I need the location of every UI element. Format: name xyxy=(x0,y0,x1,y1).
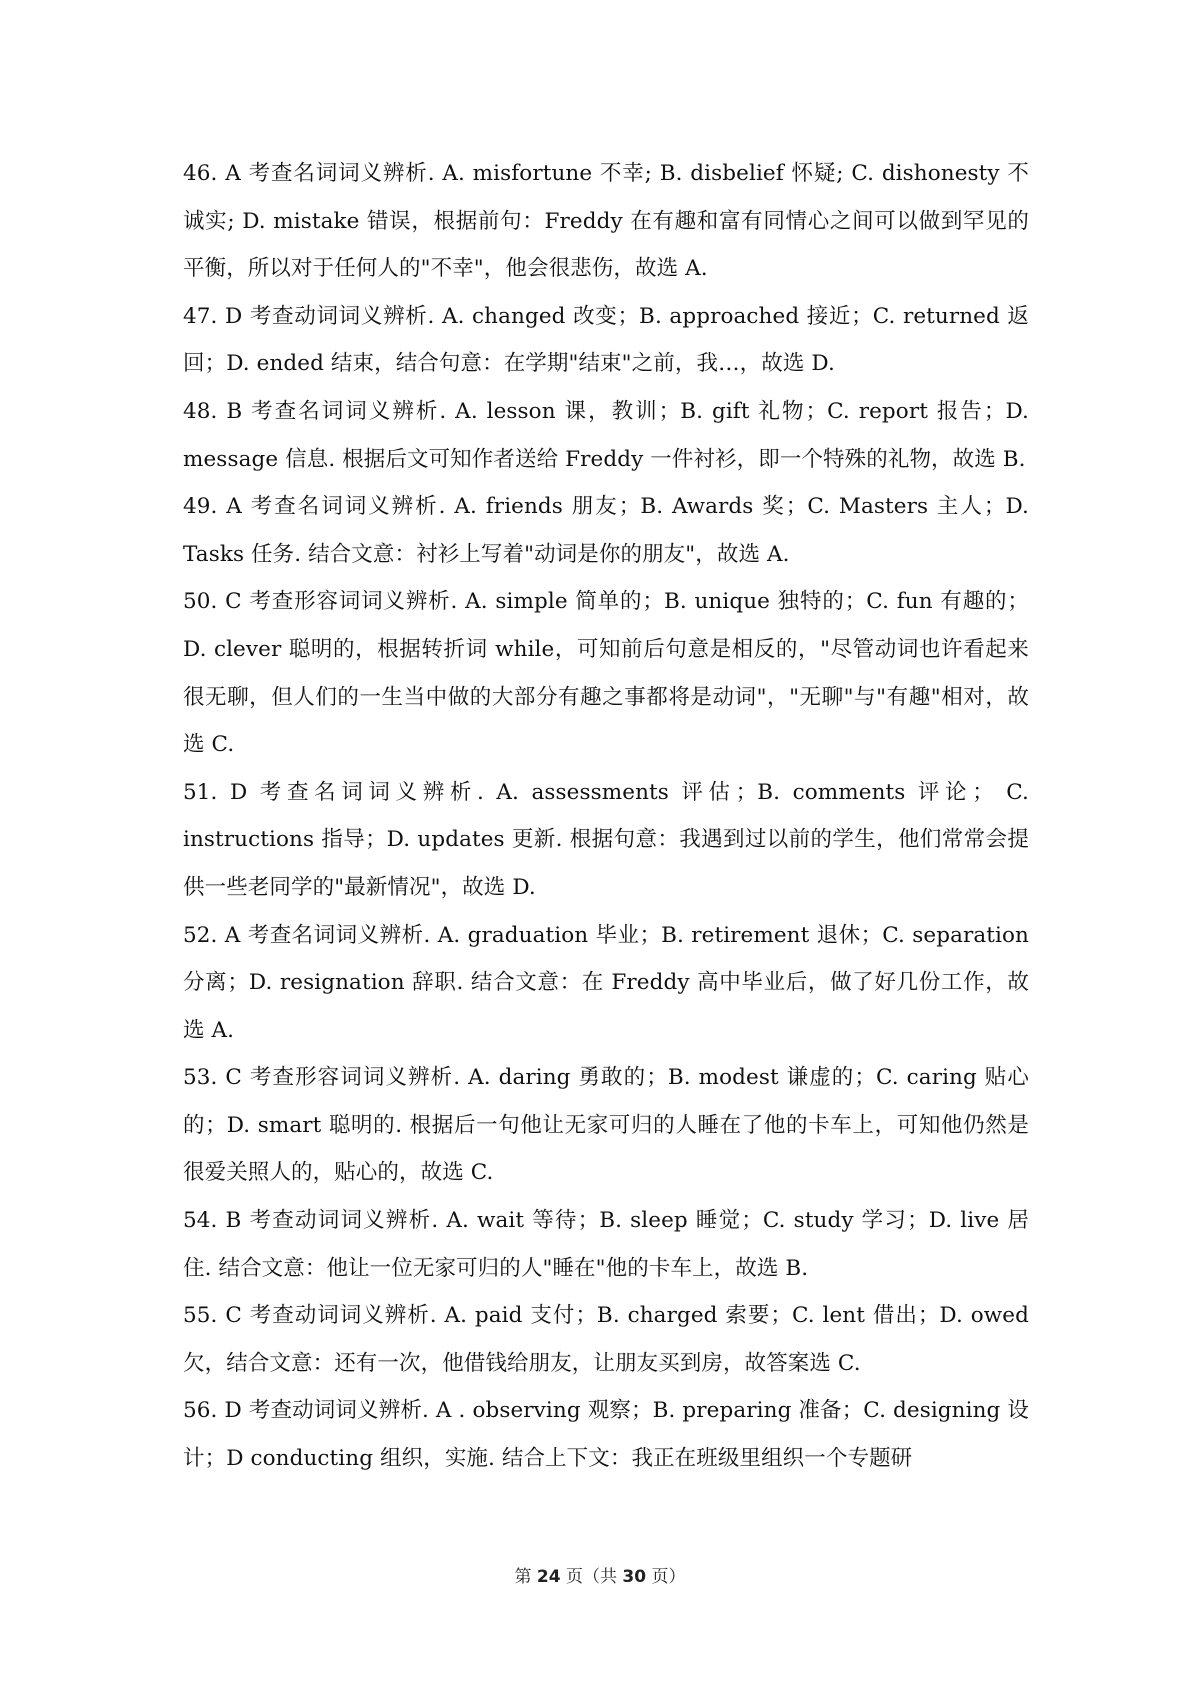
footer-prefix: 第 xyxy=(514,1567,532,1587)
answer-53: 53. C 考查形容词词义辨析. A. daring 勇敢的；B. modest 谦虚的；C. caring 贴心的；D. smart 聪明的. 根据后一句他让无家可归的人睡在了他的卡车上，可知他仍然是很爱关照人的，贴心的，故选 C. xyxy=(183,1065,1029,1186)
footer-middle: 页（共 xyxy=(566,1567,617,1587)
page-footer xyxy=(0,1562,1200,1587)
answer-52: 52. A 考查名词词义辨析. A. graduation 毕业；B. retirement 退休；C. separation 分离；D. resignation 辞职. 结合文意：在 Freddy 高中毕业后，做了好几份工作，故选 A. xyxy=(183,922,1029,1043)
footer-suffix: 页） xyxy=(651,1567,686,1587)
answer-49: 49. A 考查名词词义辨析. A. friends 朋友；B. Awards 奖；C. Masters 主人；D. Tasks 任务. 结合文意：衬衫上写着"动词是你的朋友"，故选 A. xyxy=(183,494,1029,567)
answer-46: 46. A 考查名词词义辨析. A. misfortune 不幸; B. disbelief 怀疑; C. dishonesty 不诚实; D. mistake 错误，根据前句：Freddy 在有趣和富有同情心之间可以做到罕见的平衡，所以对于任何人的"不幸"，他会很悲伤，故选 A. xyxy=(183,161,1029,282)
answer-54: 54. B 考查动词词义辨析. A. wait 等待；B. sleep 睡觉；C. study 学习；D. live 居住. 结合文意：他让一位无家可归的人"睡在"他的卡车上，故选 B. xyxy=(183,1208,1029,1281)
answer-48: 48. B 考查名词词义辨析. A. lesson 课，教训；B. gift 礼物；C. report 报告；D. message 信息. 根据后文可知作者送给 Freddy 一件衬衫，即一个特殊的礼物，故选 B. xyxy=(183,398,1029,472)
current-page-number: 24 xyxy=(536,1567,561,1587)
answer-55: 55. C 考查动词词义辨析. A. paid 支付；B. charged 索要；C. lent 借出；D. owed 欠，结合文意：还有一次，他借钱给朋友，让朋友买到房，故答案选 C. xyxy=(183,1303,1029,1376)
total-page-number: 30 xyxy=(622,1567,647,1587)
answer-47: 47. D 考查动词词义辨析. A. changed 改变；B. approached 接近；C. returned 返回；D. ended 结束，结合句意：在学期"结束"之前，我…，故选 D. xyxy=(183,303,1029,377)
answer-50: 50. C 考查形容词词义辨析. A. simple 简单的；B. unique 独特的；C. fun 有趣的；D. clever 聪明的，根据转折词 while，可知前后句意是相反的，"尽管动词也许看起来很无聊，但人们的一生当中做的大部分有趣之事都将是动词"，"无聊"与"有趣"相对，故选 C. xyxy=(183,589,1029,758)
answer-56: 56. D 考查动词词义辨析. A . observing 观察；B. preparing 准备；C. designing 设计；D conducting 组织，实施. 结合上下文：我正在班级里组织一个专题研 xyxy=(183,1398,1029,1472)
answer-explanations xyxy=(183,150,1029,1483)
answer-51: 51. D 考查名词词义辨析. A. assessments 评估；B. comments 评论； C. instructions 指导；D. updates 更新. 根据句意：我遇到过以前的学生，他们常常会提供一些老同学的"最新情况"，故选 D. xyxy=(183,779,1029,900)
